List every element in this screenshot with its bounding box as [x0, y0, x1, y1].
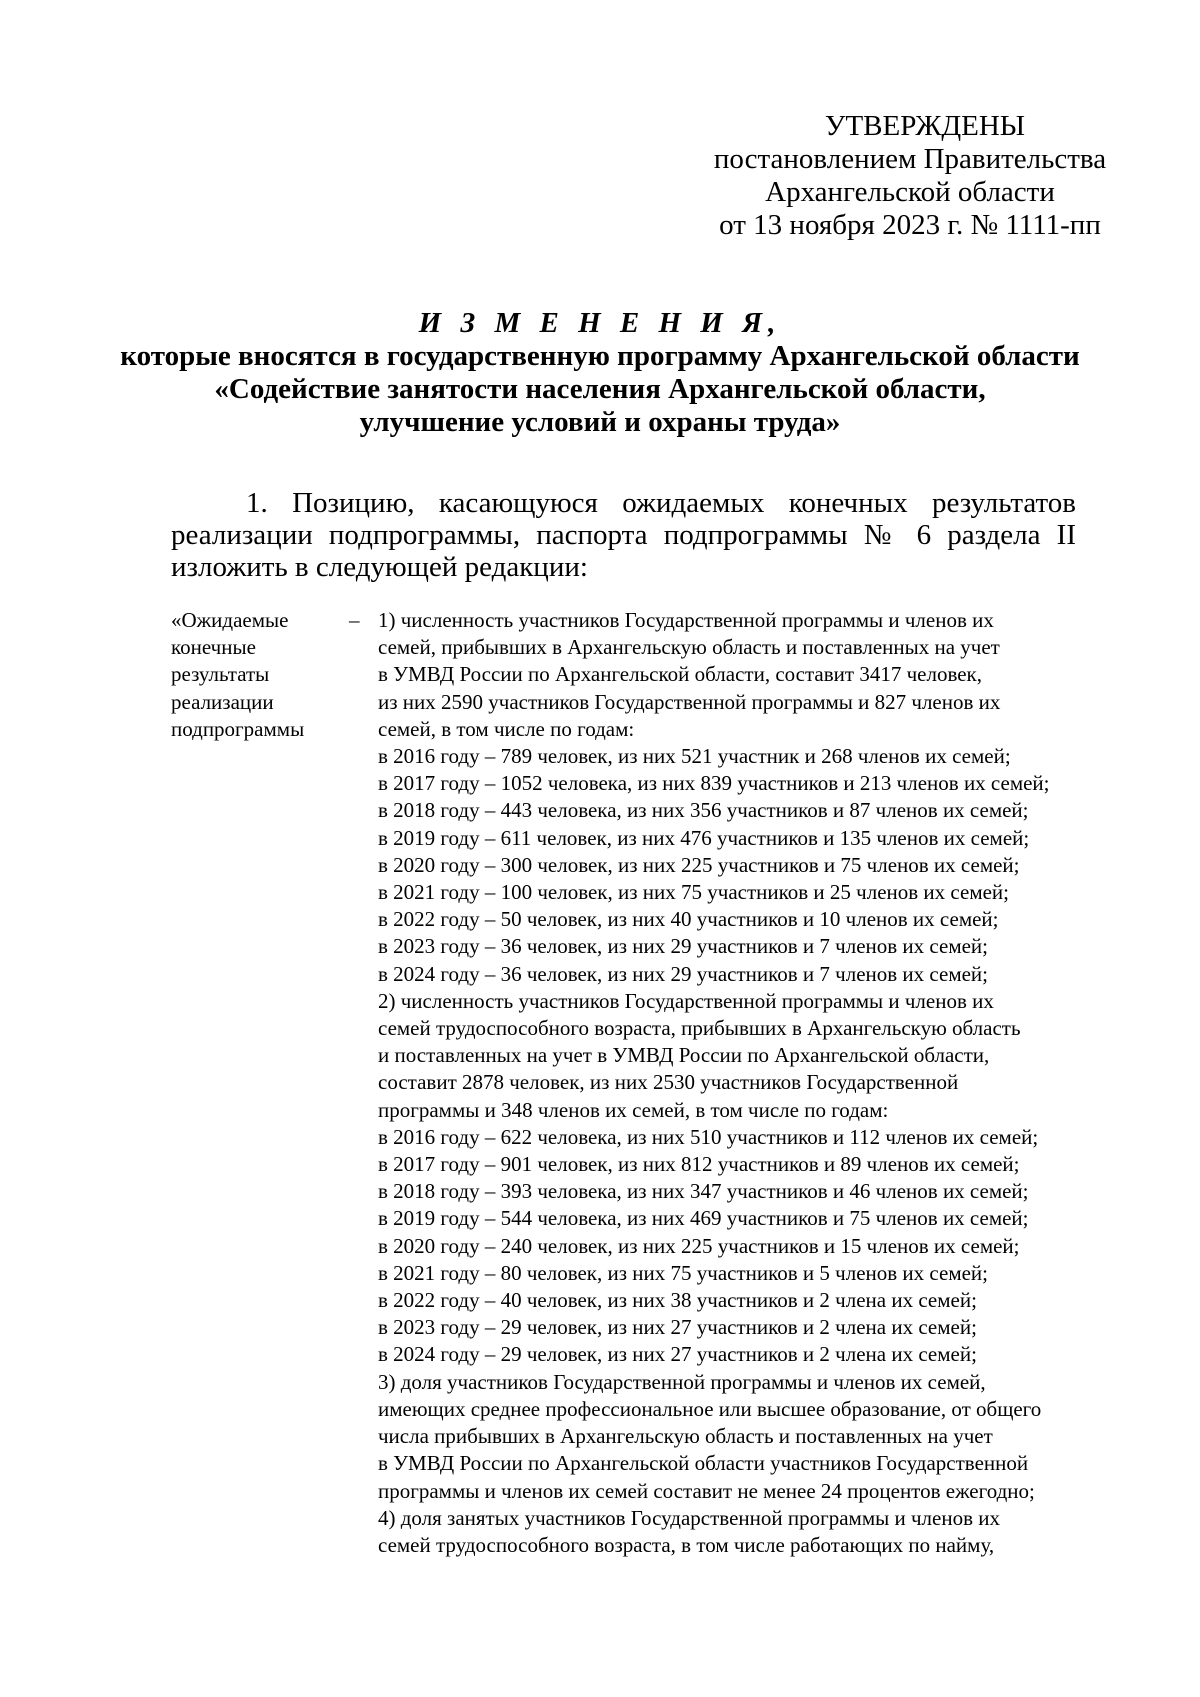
passport-content-line: в 2017 году – 901 человек, из них 812 участников и 89 членов их семей; — [378, 1152, 1020, 1177]
passport-content-line: из них 2590 участников Государственной программы и 827 членов их — [378, 689, 1001, 714]
passport-content-line: семей трудоспособного возраста, прибывших в Архангельскую область — [378, 1016, 1021, 1041]
passport-content-line: в 2019 году – 611 человек, из них 476 участников и 135 членов их семей; — [378, 825, 1030, 850]
approval-stamp — [700, 110, 1120, 242]
intro-paragraph: 1. Позицию, касающуюся ожидаемых конечных результатов реализации подпрограммы, паспорта подпрограммы № 6 раздела II изложить в следующей редакции: — [171, 487, 1076, 583]
approval-line: постановлением Правительства — [713, 143, 1107, 175]
passport-content-line: в УМВД России по Архангельской области, составит 3417 человек, — [378, 662, 983, 687]
passport-content-line: программы и членов их семей составит не менее 24 процентов ежегодно; — [378, 1478, 1035, 1503]
passport-content-line: в 2017 году – 1052 человека, из них 839 участников и 213 членов их семей; — [378, 771, 1050, 796]
passport-content-line: в 2020 году – 240 человек, из них 225 участников и 15 членов их семей; — [378, 1233, 1020, 1258]
passport-content-line: в 2024 году – 29 человек, из них 27 участников и 2 члена их семей; — [378, 1342, 977, 1367]
passport-content-line: семей, в том числе по годам: — [378, 716, 635, 741]
passport-content-line: в 2021 году – 100 человек, из них 75 участников и 25 членов их семей; — [378, 880, 1010, 905]
passport-content-line: в 2021 году – 80 человек, из них 75 участников и 5 членов их семей; — [378, 1260, 989, 1285]
passport-content-line: в 2020 году – 300 человек, из них 225 участников и 75 членов их семей; — [378, 852, 1020, 877]
title-line: «Содействие занятости населения Архангельской области, — [214, 373, 986, 405]
approval-line: УТВЕРЖДЕНЫ — [824, 110, 1026, 142]
passport-label-line: реализации — [171, 689, 274, 714]
passport-content-line: 4) доля занятых участников Государственной программы и членов их — [378, 1505, 1000, 1530]
passport-content-line: в 2023 году – 29 человек, из них 27 участников и 2 члена их семей; — [378, 1315, 977, 1340]
passport-content-line: в 2018 году – 443 человека, из них 356 участников и 87 членов их семей; — [378, 798, 1029, 823]
passport-label-line: конечные — [171, 635, 256, 660]
title-main: И З М Е Н Е Н И Я, — [418, 307, 782, 339]
document-title — [120, 307, 1080, 439]
passport-content-line: 2) численность участников Государственной программы и членов их — [378, 988, 994, 1013]
passport-label — [171, 607, 326, 743]
passport-content — [378, 607, 1113, 1559]
passport-label-line: результаты — [171, 662, 270, 687]
passport-content-line: в 2023 году – 36 человек, из них 29 участников и 7 членов их семей; — [378, 934, 989, 959]
passport-content-line: семей, прибывших в Архангельскую область и поставленных на учет — [378, 635, 1000, 660]
passport-content-line: числа прибывших в Архангельскую область и поставленных на учет — [378, 1424, 993, 1449]
approval-line: Архангельской области — [765, 176, 1055, 208]
passport-label-line: подпрограммы — [171, 716, 305, 741]
passport-content-line: в 2016 году – 789 человек, из них 521 участник и 268 членов их семей; — [378, 744, 1011, 769]
passport-dash: – — [349, 608, 360, 632]
passport-content-line: в 2024 году – 36 человек, из них 29 участников и 7 членов их семей; — [378, 961, 989, 986]
passport-content-line: в УМВД России по Архангельской области участников Государственной — [378, 1451, 1029, 1476]
passport-content-line: программы и 348 членов их семей, в том числе по годам: — [378, 1097, 889, 1122]
passport-content-line: имеющих среднее профессиональное или высшее образование, от общего — [378, 1396, 1042, 1421]
passport-content-line: 1) численность участников Государственной программы и членов их — [378, 608, 994, 632]
passport-content-line: 3) доля участников Государственной программы и членов их семей, — [378, 1369, 986, 1394]
passport-content-line: и поставленных на учет в УМВД России по Архангельской области, — [378, 1043, 990, 1068]
passport-content-line: в 2016 году – 622 человека, из них 510 участников и 112 членов их семей; — [378, 1124, 1039, 1149]
approval-line: от 13 ноября 2023 г. № 1111-пп — [719, 209, 1101, 241]
passport-content-line: в 2018 году – 393 человека, из них 347 участников и 46 членов их семей; — [378, 1179, 1029, 1204]
passport-content-line: составит 2878 человек, из них 2530 участников Государственной — [378, 1070, 959, 1095]
passport-content-line: в 2022 году – 40 человек, из них 38 участников и 2 члена их семей; — [378, 1288, 977, 1313]
passport-label-line: «Ожидаемые — [171, 608, 289, 632]
title-line: которые вносятся в государственную программу Архангельской области — [120, 340, 1080, 372]
passport-content-line: в 2022 году – 50 человек, из них 40 участников и 10 членов их семей; — [378, 907, 999, 932]
passport-content-line: семей трудоспособного возраста, в том числе работающих по найму, — [378, 1532, 995, 1557]
title-line: улучшение условий и охраны труда» — [359, 406, 841, 438]
passport-content-line: в 2019 году – 544 человека, из них 469 участников и 75 членов их семей; — [378, 1206, 1029, 1231]
